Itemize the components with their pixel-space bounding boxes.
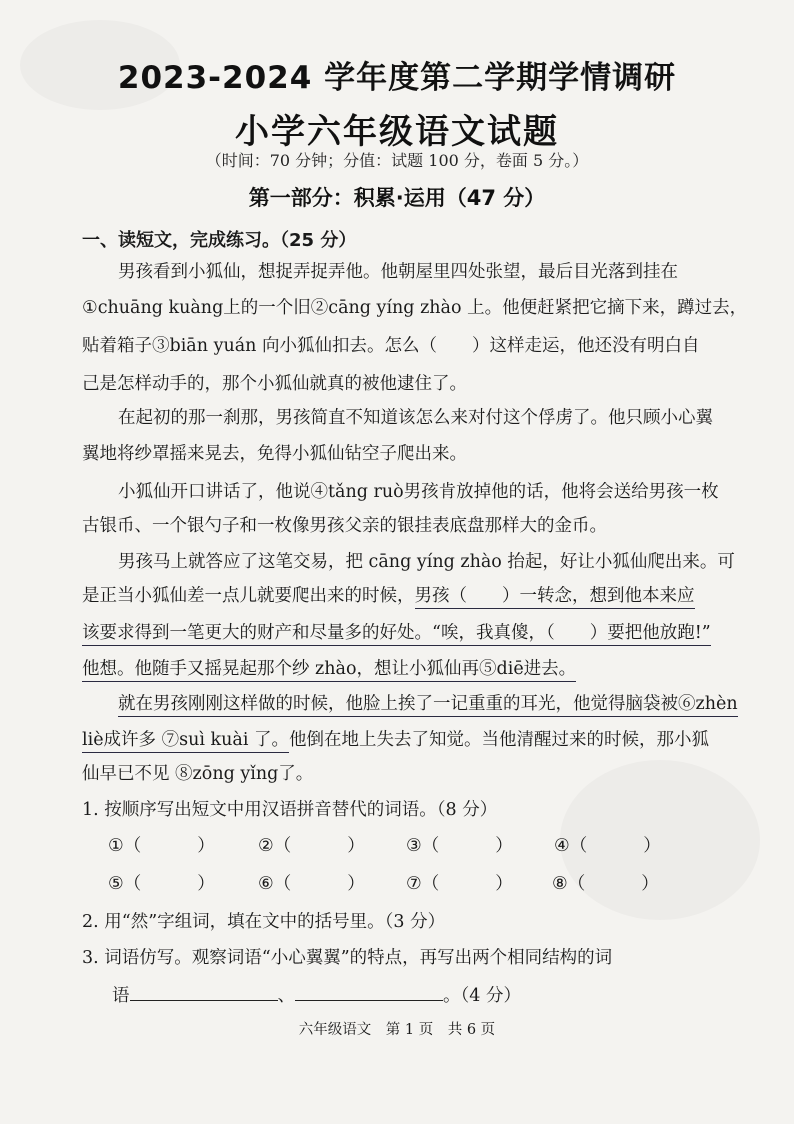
slot-open: ④（	[554, 836, 588, 856]
passage-line	[82, 582, 695, 607]
slot-open: ⑧（	[552, 874, 586, 894]
underlined-text: 该要求得到一笔更大的财产和尽量多的好处。“唉，我真傻，（ ）要把他放跑!”	[82, 623, 711, 646]
slot-close: ）	[495, 874, 513, 894]
slot-open: ⑤（	[108, 874, 142, 894]
slot-open: ⑥（	[258, 874, 292, 894]
passage-line: 贴着箱子③biān yuán 向小狐仙扣去。怎么（ ）这样走运，他还没有明白自	[82, 336, 700, 356]
question-3-text: 语	[112, 986, 130, 1006]
answer-slot-1[interactable]	[108, 832, 215, 857]
separator: 、	[277, 986, 295, 1006]
underlined-text: 就在男孩刚刚这样做的时候，他脸上挨了一记重重的耳光，他觉得脑袋被⑥zhèn	[118, 694, 738, 717]
exam-info: （时间：70 分钟；分值：试题 100 分，卷面 5 分。）	[205, 151, 589, 170]
answer-slot-8[interactable]	[552, 870, 659, 895]
passage-line: ①chuāng kuàng上的一个旧②cāng yíng zhào 上。他便赶紧把它摘下来，蹲过去，	[82, 298, 748, 318]
passage-line	[82, 619, 711, 644]
slot-close: ）	[643, 836, 661, 856]
question-2: 2. 用“然”字组词，填在文中的括号里。（3 分）	[82, 912, 446, 932]
passage-text: 他倒在地上失去了知觉。当他清醒过来的时候，那小狐	[289, 730, 709, 750]
passage-line: 在起初的那一刹那，男孩简直不知道该怎么来对付这个俘虏了。他只顾小心翼	[118, 408, 713, 428]
underlined-text: 男孩（ ）一转念，想到他本来应	[415, 586, 695, 609]
slot-open: ①（	[108, 836, 142, 856]
part-title: 第一部分：积累·运用（47 分）	[248, 186, 546, 210]
passage-text: 是正当小狐仙差一点儿就要爬出来的时候，	[82, 586, 415, 606]
passage-line: 小狐仙开口讲话了，他说④tǎng ruò男孩肯放掉他的话，他将会送给男孩一枚	[118, 482, 719, 502]
slot-open: ②（	[258, 836, 292, 856]
page-footer: 六年级语文 第 1 页 共 6 页	[298, 1022, 496, 1038]
passage-line: 男孩看到小狐仙，想捉弄捉弄他。他朝屋里四处张望，最后目光落到挂在	[118, 262, 678, 282]
answer-slot-5[interactable]	[108, 870, 215, 895]
exam-title: 2023-2024 学年度第二学期学情调研	[117, 60, 677, 96]
slot-close: ）	[197, 874, 215, 894]
answer-slot-3[interactable]	[406, 832, 513, 857]
slot-close: ）	[641, 874, 659, 894]
answer-slot-7[interactable]	[406, 870, 513, 895]
slot-open: ③（	[406, 836, 440, 856]
passage-line: 己是怎样动手的，那个小狐仙就真的被他逮住了。	[82, 374, 467, 394]
underlined-text: 他想。他随手又摇晃起那个纱 zhào，想让小狐仙再⑤diē进去。	[82, 659, 576, 682]
passage-line	[82, 655, 576, 680]
passage-line	[118, 690, 738, 715]
slot-close: ）	[347, 836, 365, 856]
question-3: 3. 词语仿写。观察词语“小心翼翼”的特点，再写出两个相同结构的词	[82, 948, 613, 968]
passage-line: 男孩马上就答应了这笔交易，把 cāng yíng zhào 抬起，好让小狐仙爬出来。可	[118, 552, 735, 572]
answer-slot-4[interactable]	[554, 832, 661, 857]
answer-blank-1[interactable]	[130, 986, 278, 1001]
slot-close: ）	[197, 836, 215, 856]
answer-blank-2[interactable]	[295, 986, 443, 1001]
question-3-score: 。（4 分）	[443, 986, 521, 1006]
answer-slot-6[interactable]	[258, 870, 365, 895]
passage-line	[82, 726, 709, 751]
slot-close: ）	[347, 874, 365, 894]
exam-subject-title: 小学六年级语文试题	[235, 112, 559, 152]
passage-line: 古银币、一个银勺子和一枚像男孩父亲的银挂表底盘那样大的金币。	[82, 516, 607, 536]
section-heading: 一、读短文，完成练习。（25 分）	[82, 230, 357, 251]
question-3-answer-line	[112, 982, 521, 1007]
slot-close: ）	[495, 836, 513, 856]
answer-slot-2[interactable]	[258, 832, 365, 857]
passage-line: 翼地将纱罩摇来晃去，免得小狐仙钻空子爬出来。	[82, 444, 467, 464]
question-1: 1. 按顺序写出短文中用汉语拼音替代的词语。（8 分）	[82, 800, 498, 820]
passage-line: 仙早已不见 ⑧zōng yǐng了。	[82, 764, 314, 784]
slot-open: ⑦（	[406, 874, 440, 894]
underlined-text: liè成许多 ⑦suì kuài 了。	[82, 730, 289, 753]
